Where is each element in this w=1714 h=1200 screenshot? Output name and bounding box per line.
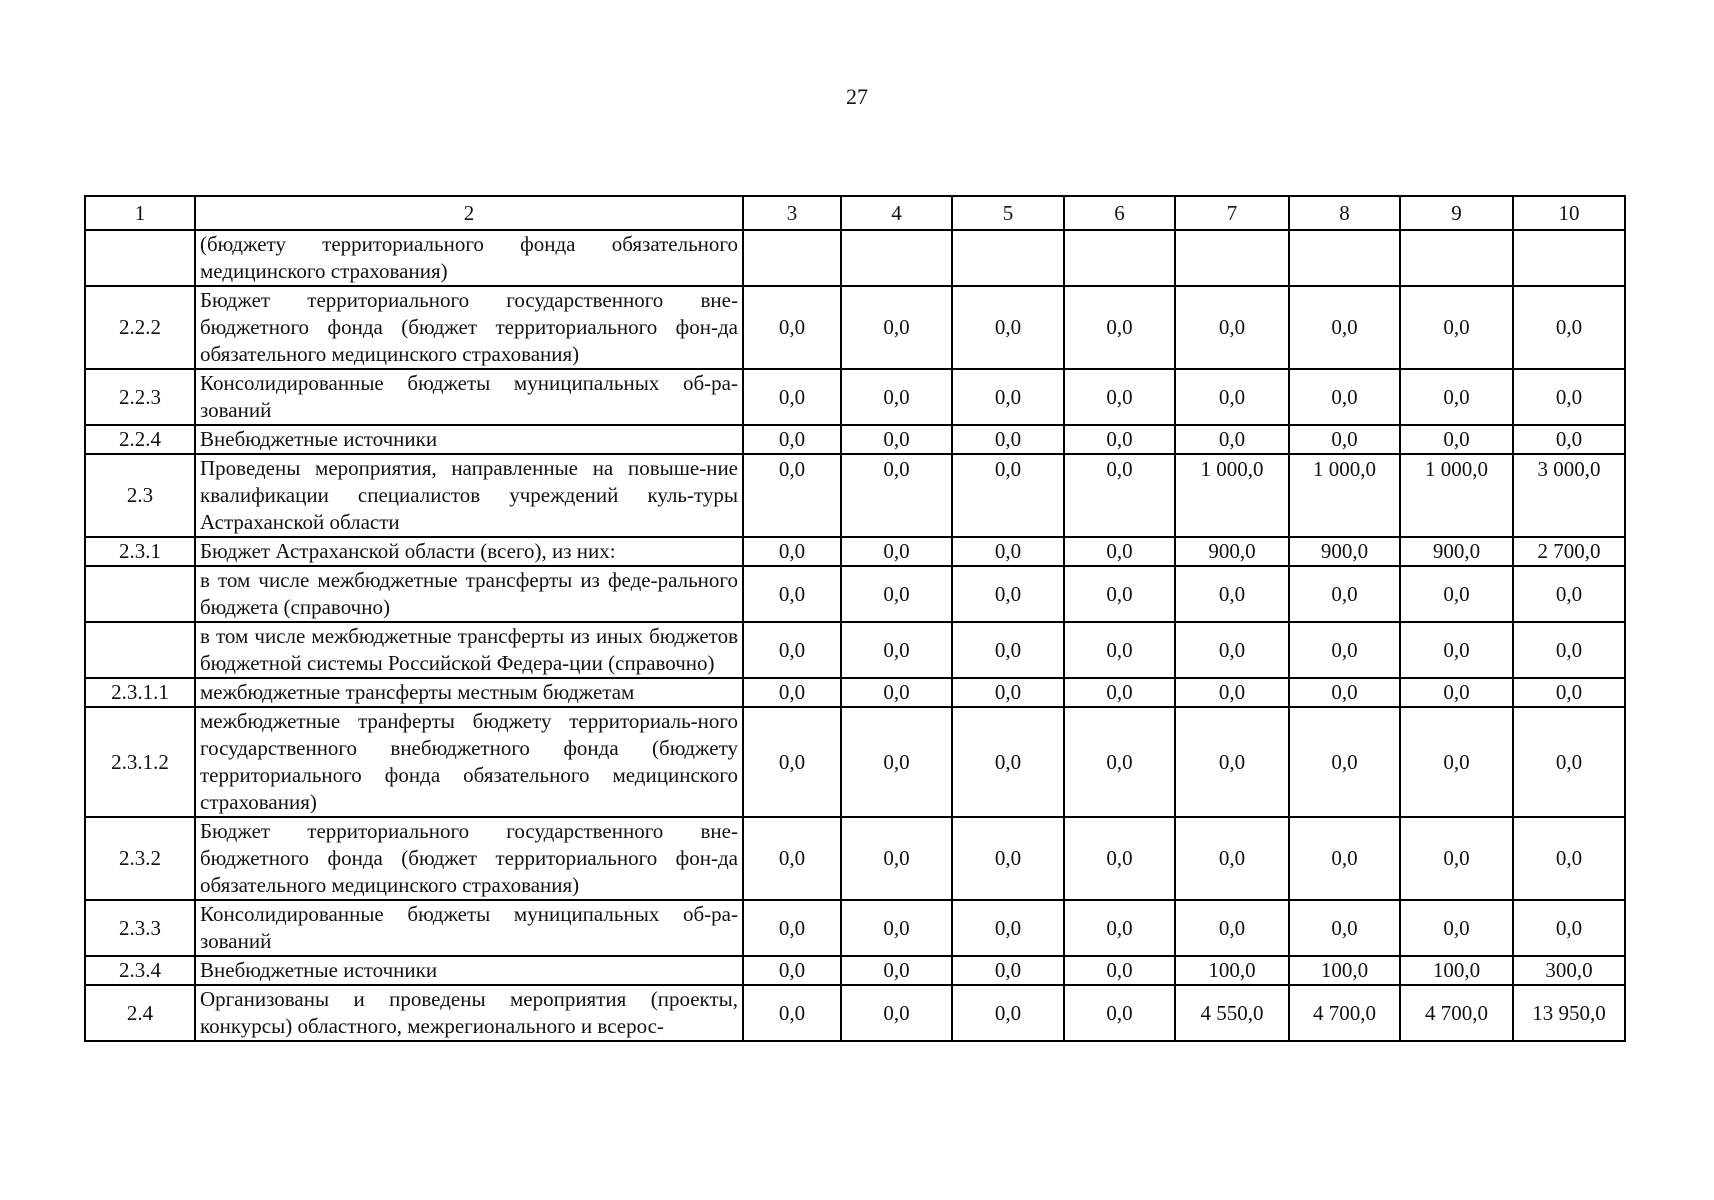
row-code: 2.3.1.2 bbox=[85, 707, 195, 817]
value-cell: 0,0 bbox=[952, 817, 1064, 900]
table-row bbox=[85, 230, 1625, 286]
table-row bbox=[85, 537, 1625, 566]
value-cell: 0,0 bbox=[952, 985, 1064, 1041]
column-number: 5 bbox=[952, 196, 1064, 230]
value-cell: 0,0 bbox=[1175, 707, 1289, 817]
row-description: в том числе межбюджетные трансферты из феде-рального бюджета (справочно) bbox=[195, 566, 743, 622]
value-cell: 0,0 bbox=[1064, 900, 1175, 956]
row-description: межбюджетные транферты бюджету территориаль-ного государственного внебюджетного фонда (бюджету территориального фонда обязательного медицинского страхования) bbox=[195, 707, 743, 817]
row-description: (бюджету территориального фонда обязательного медицинского страхования) bbox=[195, 230, 743, 286]
value-cell: 0,0 bbox=[1289, 622, 1400, 678]
row-description: Консолидированные бюджеты муниципальных об-ра-зований bbox=[195, 900, 743, 956]
value-cell: 4 700,0 bbox=[1400, 985, 1513, 1041]
value-cell: 100,0 bbox=[1400, 956, 1513, 985]
value-cell: 0,0 bbox=[1513, 678, 1625, 707]
value-cell: 0,0 bbox=[1400, 425, 1513, 454]
value-cell bbox=[1513, 230, 1625, 286]
value-cell: 0,0 bbox=[952, 454, 1064, 537]
value-cell: 0,0 bbox=[841, 817, 952, 900]
value-cell: 0,0 bbox=[952, 622, 1064, 678]
value-cell: 0,0 bbox=[1400, 369, 1513, 425]
row-description: Бюджет Астраханской области (всего), из них: bbox=[195, 537, 743, 566]
table-body bbox=[85, 230, 1625, 1041]
value-cell: 0,0 bbox=[1400, 817, 1513, 900]
value-cell: 0,0 bbox=[1513, 286, 1625, 369]
table-row bbox=[85, 900, 1625, 956]
row-description: Консолидированные бюджеты муниципальных об-ра-зований bbox=[195, 369, 743, 425]
value-cell: 4 700,0 bbox=[1289, 985, 1400, 1041]
value-cell: 1 000,0 bbox=[1400, 454, 1513, 537]
value-cell: 2 700,0 bbox=[1513, 537, 1625, 566]
value-cell: 0,0 bbox=[1513, 817, 1625, 900]
value-cell: 0,0 bbox=[952, 425, 1064, 454]
row-description: в том числе межбюджетные трансферты из иных бюджетов бюджетной системы Российской Федера-ции (справочно) bbox=[195, 622, 743, 678]
value-cell: 0,0 bbox=[841, 369, 952, 425]
value-cell bbox=[841, 230, 952, 286]
value-cell: 0,0 bbox=[743, 707, 841, 817]
table-row bbox=[85, 369, 1625, 425]
value-cell: 0,0 bbox=[743, 537, 841, 566]
value-cell: 0,0 bbox=[1064, 985, 1175, 1041]
value-cell: 0,0 bbox=[1064, 425, 1175, 454]
value-cell: 0,0 bbox=[1289, 425, 1400, 454]
value-cell: 4 550,0 bbox=[1175, 985, 1289, 1041]
row-code: 2.3.3 bbox=[85, 900, 195, 956]
value-cell: 0,0 bbox=[841, 286, 952, 369]
value-cell: 900,0 bbox=[1400, 537, 1513, 566]
value-cell: 1 000,0 bbox=[1175, 454, 1289, 537]
value-cell: 0,0 bbox=[1400, 678, 1513, 707]
value-cell: 0,0 bbox=[1175, 900, 1289, 956]
value-cell: 0,0 bbox=[841, 900, 952, 956]
table-row bbox=[85, 956, 1625, 985]
column-number: 9 bbox=[1400, 196, 1513, 230]
column-number: 6 bbox=[1064, 196, 1175, 230]
value-cell: 0,0 bbox=[841, 985, 952, 1041]
value-cell: 0,0 bbox=[1289, 817, 1400, 900]
value-cell: 0,0 bbox=[841, 566, 952, 622]
row-description: Внебюджетные источники bbox=[195, 425, 743, 454]
value-cell bbox=[1175, 230, 1289, 286]
value-cell: 0,0 bbox=[841, 454, 952, 537]
value-cell: 0,0 bbox=[1400, 707, 1513, 817]
value-cell: 0,0 bbox=[1513, 566, 1625, 622]
value-cell: 0,0 bbox=[1175, 425, 1289, 454]
value-cell: 0,0 bbox=[1175, 286, 1289, 369]
value-cell: 300,0 bbox=[1513, 956, 1625, 985]
value-cell bbox=[743, 230, 841, 286]
value-cell: 0,0 bbox=[743, 900, 841, 956]
value-cell: 0,0 bbox=[952, 369, 1064, 425]
value-cell: 0,0 bbox=[1289, 678, 1400, 707]
value-cell: 0,0 bbox=[743, 985, 841, 1041]
value-cell: 0,0 bbox=[1289, 369, 1400, 425]
value-cell: 0,0 bbox=[1400, 900, 1513, 956]
value-cell: 100,0 bbox=[1175, 956, 1289, 985]
value-cell: 0,0 bbox=[841, 956, 952, 985]
value-cell: 0,0 bbox=[952, 678, 1064, 707]
row-description: Проведены мероприятия, направленные на повыше-ние квалификации специалистов учреждений куль-туры Астраханской области bbox=[195, 454, 743, 537]
value-cell: 0,0 bbox=[1513, 900, 1625, 956]
value-cell: 0,0 bbox=[1175, 622, 1289, 678]
value-cell bbox=[1400, 230, 1513, 286]
value-cell: 0,0 bbox=[841, 537, 952, 566]
table-row bbox=[85, 707, 1625, 817]
value-cell: 0,0 bbox=[841, 622, 952, 678]
value-cell: 0,0 bbox=[952, 956, 1064, 985]
row-description: Организованы и проведены мероприятия (проекты, конкурсы) областного, межрегионального и всерос- bbox=[195, 985, 743, 1041]
row-description: Внебюджетные источники bbox=[195, 956, 743, 985]
value-cell: 0,0 bbox=[743, 678, 841, 707]
value-cell: 0,0 bbox=[743, 369, 841, 425]
value-cell: 0,0 bbox=[743, 425, 841, 454]
value-cell: 0,0 bbox=[952, 537, 1064, 566]
value-cell: 0,0 bbox=[1064, 369, 1175, 425]
value-cell: 0,0 bbox=[952, 707, 1064, 817]
value-cell: 0,0 bbox=[952, 566, 1064, 622]
value-cell: 0,0 bbox=[1400, 286, 1513, 369]
value-cell: 0,0 bbox=[743, 817, 841, 900]
table-row bbox=[85, 622, 1625, 678]
value-cell bbox=[1064, 230, 1175, 286]
row-code: 2.2.4 bbox=[85, 425, 195, 454]
value-cell: 0,0 bbox=[1175, 369, 1289, 425]
value-cell: 0,0 bbox=[1064, 537, 1175, 566]
page-number: 27 bbox=[846, 84, 868, 109]
value-cell: 900,0 bbox=[1175, 537, 1289, 566]
column-number: 4 bbox=[841, 196, 952, 230]
row-code: 2.2.3 bbox=[85, 369, 195, 425]
value-cell: 0,0 bbox=[1175, 566, 1289, 622]
value-cell: 100,0 bbox=[1289, 956, 1400, 985]
value-cell: 0,0 bbox=[1513, 425, 1625, 454]
value-cell bbox=[1289, 230, 1400, 286]
value-cell: 0,0 bbox=[1513, 622, 1625, 678]
row-description: межбюджетные трансферты местным бюджетам bbox=[195, 678, 743, 707]
value-cell: 0,0 bbox=[1064, 678, 1175, 707]
column-number: 3 bbox=[743, 196, 841, 230]
row-code: 2.2.2 bbox=[85, 286, 195, 369]
column-number-row bbox=[85, 196, 1625, 230]
value-cell: 0,0 bbox=[1175, 678, 1289, 707]
table-row bbox=[85, 985, 1625, 1041]
row-code bbox=[85, 230, 195, 286]
value-cell: 0,0 bbox=[1175, 817, 1289, 900]
table-row bbox=[85, 454, 1625, 537]
row-description: Бюджет территориального государственного вне-бюджетного фонда (бюджет территориального фон-да обязательного медицинского страхования) bbox=[195, 817, 743, 900]
column-number: 7 bbox=[1175, 196, 1289, 230]
value-cell: 3 000,0 bbox=[1513, 454, 1625, 537]
value-cell: 13 950,0 bbox=[1513, 985, 1625, 1041]
value-cell: 0,0 bbox=[1289, 707, 1400, 817]
table-row bbox=[85, 286, 1625, 369]
value-cell: 0,0 bbox=[841, 707, 952, 817]
value-cell: 0,0 bbox=[1400, 566, 1513, 622]
value-cell: 0,0 bbox=[1064, 454, 1175, 537]
value-cell: 0,0 bbox=[1289, 900, 1400, 956]
value-cell: 0,0 bbox=[743, 956, 841, 985]
table-row bbox=[85, 817, 1625, 900]
value-cell: 0,0 bbox=[952, 900, 1064, 956]
value-cell: 0,0 bbox=[841, 678, 952, 707]
row-code bbox=[85, 566, 195, 622]
row-code: 2.4 bbox=[85, 985, 195, 1041]
row-description: Бюджет территориального государственного вне-бюджетного фонда (бюджет территориального фон-да обязательного медицинского страхования) bbox=[195, 286, 743, 369]
row-code: 2.3.4 bbox=[85, 956, 195, 985]
budget-table bbox=[84, 195, 1626, 1042]
value-cell: 1 000,0 bbox=[1289, 454, 1400, 537]
value-cell: 0,0 bbox=[1400, 622, 1513, 678]
column-number: 1 bbox=[85, 196, 195, 230]
row-code: 2.3 bbox=[85, 454, 195, 537]
value-cell bbox=[952, 230, 1064, 286]
row-code bbox=[85, 622, 195, 678]
column-number: 8 bbox=[1289, 196, 1400, 230]
value-cell: 0,0 bbox=[743, 286, 841, 369]
row-code: 2.3.1 bbox=[85, 537, 195, 566]
table-row bbox=[85, 425, 1625, 454]
value-cell: 900,0 bbox=[1289, 537, 1400, 566]
value-cell: 0,0 bbox=[1064, 622, 1175, 678]
value-cell: 0,0 bbox=[841, 425, 952, 454]
value-cell: 0,0 bbox=[1513, 707, 1625, 817]
value-cell: 0,0 bbox=[743, 622, 841, 678]
row-code: 2.3.1.1 bbox=[85, 678, 195, 707]
value-cell: 0,0 bbox=[1064, 956, 1175, 985]
value-cell: 0,0 bbox=[1289, 566, 1400, 622]
value-cell: 0,0 bbox=[1064, 817, 1175, 900]
column-number: 2 bbox=[195, 196, 743, 230]
value-cell: 0,0 bbox=[1064, 566, 1175, 622]
value-cell: 0,0 bbox=[1289, 286, 1400, 369]
value-cell: 0,0 bbox=[743, 454, 841, 537]
table-row bbox=[85, 566, 1625, 622]
row-code: 2.3.2 bbox=[85, 817, 195, 900]
value-cell: 0,0 bbox=[1064, 707, 1175, 817]
table-row bbox=[85, 678, 1625, 707]
value-cell: 0,0 bbox=[1513, 369, 1625, 425]
column-number: 10 bbox=[1513, 196, 1625, 230]
value-cell: 0,0 bbox=[952, 286, 1064, 369]
value-cell: 0,0 bbox=[1064, 286, 1175, 369]
value-cell: 0,0 bbox=[743, 566, 841, 622]
